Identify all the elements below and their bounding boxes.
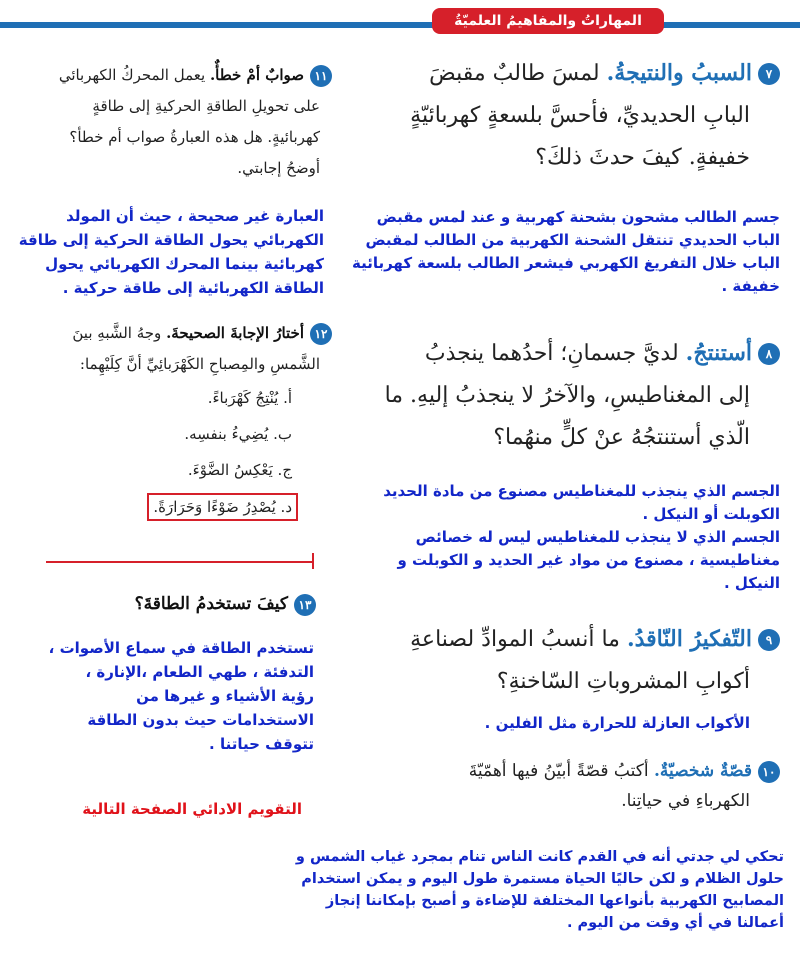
question-8 (320, 332, 780, 459)
question-11: ١١صوابٌ أمْ خطأٌ. يعمل المحركُ الكهربائي على تحويلِ الطاقةِ الحركيةِ إلى طاقةٍ كهربائيةٍ. هل هذه العبارةُ صواب أم خطأ؟ أوضحُ إجابتي. (8, 60, 332, 184)
option-c: ج. يَعْكِسُ الضَّوْءَ. (187, 461, 292, 479)
question-8-line-2: إلى المغناطيسِ، والآخرُ لا ينجذبُ إليهِ. ما (384, 383, 750, 408)
option-a: أ. يُنْتِجُ كَهْرَباءً. (207, 389, 292, 407)
question-10-line-2: الكهرباءِ في حياتِنا. (621, 791, 750, 811)
option-d (8, 492, 332, 523)
question-7-line-3: خفيفةٍ. كيفَ حدثَ ذلكَ؟ (535, 145, 750, 170)
number-badge: ١١ (310, 65, 332, 87)
number-badge: ١٠ (758, 761, 780, 783)
question-12-line-1: ١٢أختارُ الإجابةَ الصحيحةَ. وجهُ الشَّبهِ بينَ (8, 318, 332, 349)
question-9-line-2: أكوابِ المشروباتِ السّاخنةِ؟ (496, 669, 750, 694)
selected-answer-box: د. يُصْدِرُ ضَوْءًا وَحَرَارَةً. (147, 493, 298, 521)
number-badge: ٩ (758, 629, 780, 651)
answer-13: تستخدم الطاقة في سماع الأصوات ، التدفئة ، طهي الطعام ،الإنارة ، رؤية الأشياء و غيرها من الاستخدامات حيث بدون الطاقة تتوقف حياتنا . (48, 639, 314, 753)
question-7-line-2: البابِ الحديديِّ، فأحسَّ بلسعةٍ كهربائيّةٍ (410, 103, 750, 128)
number-badge: ١٣ (294, 594, 316, 616)
number-badge: ٨ (758, 343, 780, 365)
question-10-line-1: ١٠قصّةٌ شخصيّةٌ. أكتبُ قصّةً أبيّنُ فيها أهمّيّةَ (320, 756, 780, 786)
question-12: ١٢أختارُ الإجابةَ الصحيحةَ. وجهُ الشَّبهِ بينَ الشَّمسِ والمِصباحِ الكَهْرَبائِيِّ أنَّ كِلَيْهِما: أ. يُنْتِجُ كَهْرَباءً. ب. يُضِيءُ بنفسِه. ج. يَعْكِسُ الضَّوْءَ. د. يُصْدِرُ ضَوْءًا وَحَرَارَةً. (8, 318, 332, 523)
answer-8: الجسم الذي ينجذب للمغناطيس مصنوع من مادة الحديد الكوبلت أو النيكل . الجسم الذي لا ينجذب للمغناطيس ليس له خصائص مغناطيسية ، مصنوع من مواد غير الحديد و الكوبلت و النيكل . (383, 482, 780, 592)
answer-7: جسم الطالب مشحون بشحنة كهربية و عند لمس مقبض الباب الحديدي تنتقل الشحنة الكهربية من الطالب لمقبض الباب خلال التفريغ الكهربي فيشعر الطالب بلسعة كهربائية خفيفة . (351, 208, 780, 295)
answer-9: الأكواب العازلة للحرارة مثل الفلين . (484, 714, 750, 732)
section-divider-tick (312, 553, 314, 569)
question-13-title: كيفَ تستخدمُ الطاقةَ؟ (134, 594, 288, 614)
number-badge: ٧ (758, 63, 780, 85)
question-11-title: صوابٌ أمْ خطأٌ. (209, 66, 304, 84)
story-answer: تحكي لي جدتي أنه في القدم كانت الناس تنام بمجرد غياب الشمس و حلول الظلام و لكن حاليًا الحياة مستمرة طول اليوم و يمكن استخدام المصابيح الكهربية بأنواعها المختلفة للإضاءة و أصبح بإمكاننا إنجاز أعمالنا في أي وقت من اليوم . (295, 849, 784, 931)
section-divider (46, 561, 314, 563)
question-8-title: أستنتجُ. (685, 340, 752, 366)
question-9 (320, 618, 780, 703)
question-10-title: قصّةٌ شخصيّةٌ. (653, 761, 752, 781)
question-7-line-1: ٧السببُ والنتيجةُ. لمسَ طالبٌ مقبضَ (320, 52, 780, 95)
header-rule (0, 22, 800, 28)
question-12-title: أختارُ الإجابةَ الصحيحةَ. (166, 324, 304, 342)
question-13 (6, 590, 316, 618)
section-title: المهاراتُ والمفاهيمُ العلميّةُ (432, 8, 664, 34)
question-11-line-1: ١١صوابٌ أمْ خطأٌ. يعمل المحركُ الكهربائي (8, 60, 332, 91)
question-9-line-1: ٩التّفكيرُ النّاقدُ. ما أنسبُ الموادِّ لصناعةِ (320, 618, 780, 661)
question-7 (320, 52, 780, 179)
option-b: ب. يُضِيءُ بنفسِه. (184, 425, 292, 443)
question-8-line-3: الّذي أستنتجُهُ عنْ كلٍّ منهُما؟ (493, 425, 750, 450)
number-badge: ١٢ (310, 323, 332, 345)
question-9-title: التّفكيرُ النّاقدُ. (626, 626, 752, 652)
question-7-title: السببُ والنتيجةُ. (606, 60, 752, 86)
question-10 (320, 756, 780, 816)
question-8-line-1: ٨أستنتجُ. لديَّ جسمانِ؛ أحدُهما ينجذبُ (320, 332, 780, 375)
next-page-note: التقويم الادائي الصفحة التالية (82, 800, 302, 818)
answer-11: العبارة غير صحيحة ، حيث أن المولد الكهربائي يحول الطاقة الحركية إلى طاقة كهربائية بينما المحرك الكهربائي يحول الطاقة الكهربائية إلى طاقة حركية . (18, 207, 324, 297)
